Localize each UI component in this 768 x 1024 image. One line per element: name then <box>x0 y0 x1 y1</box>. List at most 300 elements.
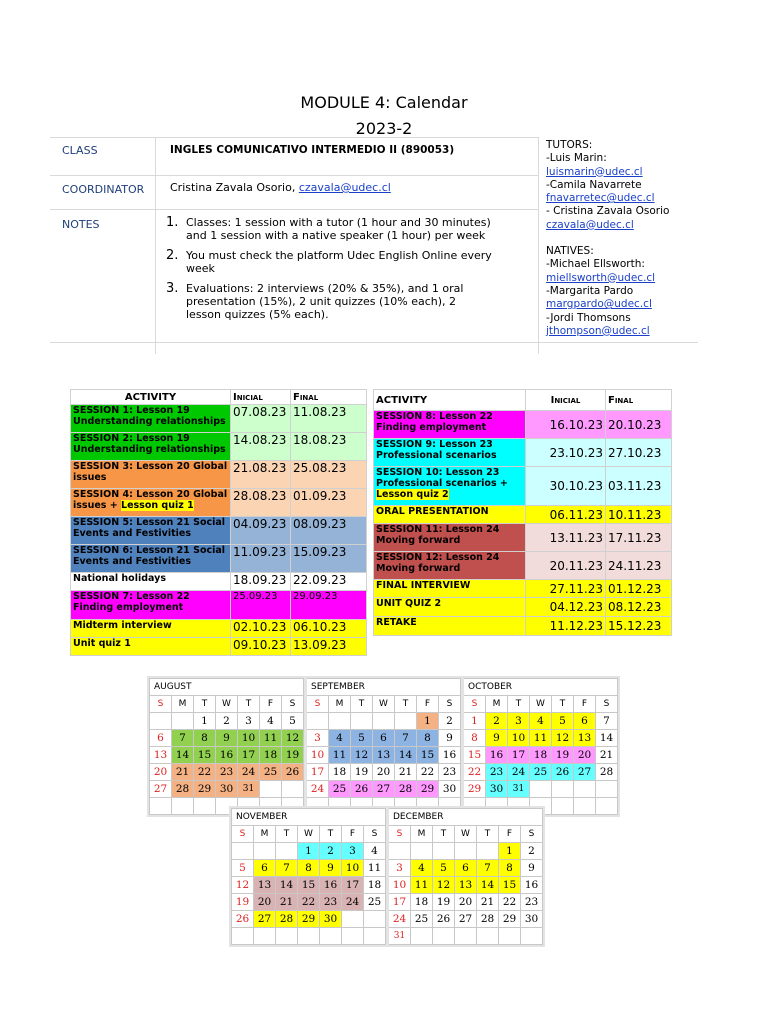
activity-row <box>374 411 672 439</box>
calendar-day: 1 <box>194 713 216 730</box>
weekday-label: T <box>194 696 216 713</box>
calendar-day: 22 <box>499 894 521 911</box>
calendar-day <box>307 713 329 730</box>
tutor-email-link[interactable]: czavala@udec.cl <box>546 218 634 231</box>
calendar-day <box>172 713 194 730</box>
activity-row <box>71 517 367 545</box>
calendar-day: 11 <box>260 730 282 747</box>
calendar-day: 16 <box>486 747 508 764</box>
activity-row <box>71 620 367 638</box>
calendar-day: 28 <box>276 911 298 928</box>
calendar-day: 8 <box>464 730 486 747</box>
calendar-day: 21 <box>477 894 499 911</box>
calendar-day: 10 <box>307 747 329 764</box>
calendar-day: 3 <box>238 713 260 730</box>
weekday-label: S <box>521 826 543 843</box>
activity-label <box>71 573 231 591</box>
calendar-day: 14 <box>172 747 194 764</box>
calendar-day: 3 <box>508 713 530 730</box>
activity-label <box>71 405 231 433</box>
calendar-day: 16 <box>320 877 342 894</box>
divider <box>538 137 539 354</box>
calendar-day: 30 <box>216 781 238 798</box>
calendar-day: 29 <box>499 911 521 928</box>
calendar-day <box>411 843 433 860</box>
coordinator-email-link[interactable]: czavala@udec.cl <box>298 181 391 194</box>
calendar-day: 3 <box>389 860 411 877</box>
calendar-day <box>433 928 455 945</box>
calendar-day: 11 <box>411 877 433 894</box>
native-email-link[interactable]: miellsworth@udec.cl <box>546 271 656 284</box>
contacts-panel <box>546 139 716 338</box>
weekday-label: S <box>439 696 461 713</box>
activity-label <box>374 580 526 598</box>
calendar-day: 1 <box>499 843 521 860</box>
weekday-label: F <box>342 826 364 843</box>
activity-label <box>374 524 526 552</box>
calendar-day: 14 <box>395 747 417 764</box>
activity-row <box>71 489 367 517</box>
weekday-label: W <box>373 696 395 713</box>
calendar-day <box>364 928 386 945</box>
calendar-day <box>260 781 282 798</box>
calendar-day: 28 <box>477 911 499 928</box>
calendar-day <box>395 713 417 730</box>
calendar-day <box>477 928 499 945</box>
notes-label: NOTES <box>62 218 100 231</box>
calendar-day: 15 <box>499 877 521 894</box>
calendar-day <box>455 928 477 945</box>
calendar-day: 11 <box>530 730 552 747</box>
activity-label <box>374 411 526 439</box>
calendar-day: 21 <box>395 764 417 781</box>
calendar-day: 2 <box>521 843 543 860</box>
activity-label <box>71 489 231 517</box>
activity-row <box>71 591 367 620</box>
weekday-label: S <box>389 826 411 843</box>
start-date: 23.10.23 <box>526 439 606 467</box>
activity-label-text: SESSION 3: Lesson 20 Global issues <box>73 461 228 483</box>
start-date: 14.08.23 <box>231 433 291 461</box>
calendar-day: 9 <box>439 730 461 747</box>
activity-row <box>374 524 672 552</box>
calendar-day: 11 <box>364 860 386 877</box>
activity-label <box>71 620 231 638</box>
weekday-label: S <box>150 696 172 713</box>
calendar-day: 8 <box>194 730 216 747</box>
calendar-day: 5 <box>552 713 574 730</box>
weekday-label: W <box>455 826 477 843</box>
calendar-day: 20 <box>574 747 596 764</box>
activity-label <box>71 517 231 545</box>
calendar-day <box>596 781 618 798</box>
col-activity: ACTIVITY <box>374 390 526 411</box>
weekday-label: T <box>395 696 417 713</box>
calendar-day <box>364 911 386 928</box>
calendar-day: 13 <box>574 730 596 747</box>
activity-label-text: SESSION 2: Lesson 19 Understanding relationships <box>73 433 226 455</box>
calendar-day: 29 <box>464 781 486 798</box>
activity-row <box>374 467 672 506</box>
calendar-day: 13 <box>150 747 172 764</box>
weekday-label: T <box>238 696 260 713</box>
calendar-day: 20 <box>150 764 172 781</box>
calendar-day <box>455 843 477 860</box>
start-date: 04.12.23 <box>526 598 606 617</box>
calendar-day: 24 <box>342 894 364 911</box>
calendar-day: 14 <box>276 877 298 894</box>
start-date: 04.09.23 <box>231 517 291 545</box>
weekday-label: S <box>364 826 386 843</box>
calendar-day: 14 <box>596 730 618 747</box>
natives-label: NATIVES: <box>546 245 594 258</box>
activity-label-text: SESSION 1: Lesson 19 Understanding relationships <box>73 405 226 427</box>
end-date: 13.09.23 <box>291 638 367 656</box>
calendar-day: 3 <box>342 843 364 860</box>
activity-label-text: UNIT QUIZ 2 <box>376 598 442 609</box>
weekday-label: F <box>260 696 282 713</box>
native-email-link[interactable]: margpardo@udec.cl <box>546 298 652 311</box>
calendar-day: 12 <box>232 877 254 894</box>
calendar-day: 12 <box>282 730 304 747</box>
calendar-day <box>254 928 276 945</box>
divider <box>50 137 538 138</box>
calendar-day: 18 <box>530 747 552 764</box>
calendar-day: 18 <box>329 764 351 781</box>
calendar-day: 2 <box>320 843 342 860</box>
calendar-day: 29 <box>417 781 439 798</box>
note-text: Classes: 1 session with a tutor (1 hour and 30 minutes) and 1 session with a native speaker (1 hour) per week <box>186 216 491 242</box>
calendar-day: 28 <box>172 781 194 798</box>
start-date: 28.08.23 <box>231 489 291 517</box>
start-date: 02.10.23 <box>231 620 291 638</box>
col-final: Final <box>291 390 367 405</box>
calendar-day: 24 <box>307 781 329 798</box>
calendar-day: 30 <box>439 781 461 798</box>
calendar-day: 1 <box>464 713 486 730</box>
calendar-day: 4 <box>411 860 433 877</box>
divider <box>155 137 156 354</box>
coordinator-name: Cristina Zavala Osorio, <box>170 181 296 194</box>
weekday-label: W <box>298 826 320 843</box>
activity-label-text: SESSION 4: Lesson 20 Global issues + <box>73 489 228 511</box>
calendar-day: 17 <box>238 747 260 764</box>
calendar-day: 12 <box>351 747 373 764</box>
calendar-day <box>574 781 596 798</box>
activity-table-left <box>70 389 367 656</box>
calendar-day <box>298 928 320 945</box>
activity-table-right <box>373 389 672 636</box>
calendar-day: 25 <box>329 781 351 798</box>
calendar-day: 26 <box>433 911 455 928</box>
calendar-day: 2 <box>439 713 461 730</box>
activity-label-text: Unit quiz 1 <box>73 638 131 649</box>
native-email-link[interactable]: jthompson@udec.cl <box>546 324 650 337</box>
activity-label <box>71 545 231 573</box>
calendar-day: 23 <box>216 764 238 781</box>
end-date: 10.11.23 <box>606 506 672 524</box>
calendar-day: 21 <box>276 894 298 911</box>
calendar-day <box>530 781 552 798</box>
tutors-label: TUTORS: <box>546 139 593 151</box>
calendar-day: 19 <box>232 894 254 911</box>
calendar-day: 4 <box>260 713 282 730</box>
month-name: SEPTEMBER <box>307 679 461 696</box>
activity-row <box>71 433 367 461</box>
end-date: 25.08.23 <box>291 461 367 489</box>
start-date: 16.10.23 <box>526 411 606 439</box>
calendar-day: 6 <box>455 860 477 877</box>
calendar-day: 24 <box>238 764 260 781</box>
calendar-day: 23 <box>521 894 543 911</box>
calendar-day: 18 <box>411 894 433 911</box>
activity-row <box>71 573 367 591</box>
calendar-day: 20 <box>254 894 276 911</box>
activity-label-text: SESSION 9: Lesson 23 Professional scenarios <box>376 439 497 461</box>
start-date: 07.08.23 <box>231 405 291 433</box>
activity-row <box>374 598 672 617</box>
calendar-day: 10 <box>389 877 411 894</box>
calendar-day: 19 <box>282 747 304 764</box>
calendar-day <box>342 911 364 928</box>
activity-label <box>374 439 526 467</box>
activity-label-text: SESSION 12: Lesson 24 Moving forward <box>376 552 500 574</box>
activity-label-text: SESSION 8: Lesson 22 Finding employment <box>376 411 493 433</box>
activity-label-text: SESSION 6: Lesson 21 Social Events and Festivities <box>73 545 226 567</box>
weekday-label: T <box>351 696 373 713</box>
calendar-day: 22 <box>298 894 320 911</box>
calendar-day <box>329 713 351 730</box>
calendar-day <box>282 781 304 798</box>
calendar-day: 24 <box>389 911 411 928</box>
note-number: 3. <box>166 281 179 296</box>
activity-label <box>374 552 526 580</box>
weekday-label: T <box>508 696 530 713</box>
note-number: 1. <box>166 215 179 230</box>
activity-label <box>71 433 231 461</box>
calendar-day: 25 <box>364 894 386 911</box>
start-date: 25.09.23 <box>231 591 291 620</box>
calendar-day: 20 <box>455 894 477 911</box>
calendar-day: 8 <box>417 730 439 747</box>
calendar-day: 17 <box>389 894 411 911</box>
calendar-day: 7 <box>172 730 194 747</box>
calendar-day <box>342 928 364 945</box>
calendar-day: 27 <box>455 911 477 928</box>
activity-label-text: SESSION 11: Lesson 24 Moving forward <box>376 524 500 546</box>
activity-label <box>374 617 526 636</box>
calendar-day: 4 <box>329 730 351 747</box>
start-date: 09.10.23 <box>231 638 291 656</box>
end-date: 06.10.23 <box>291 620 367 638</box>
calendar-day <box>411 928 433 945</box>
weekday-label: F <box>574 696 596 713</box>
calendar-day: 6 <box>373 730 395 747</box>
calendar-day: 9 <box>521 860 543 877</box>
activity-row <box>71 461 367 489</box>
activity-label-text: ORAL PRESENTATION <box>376 506 489 517</box>
weekday-label: T <box>477 826 499 843</box>
activity-label-text: SESSION 5: Lesson 21 Social Events and Festivities <box>73 517 226 539</box>
calendar-day: 25 <box>411 911 433 928</box>
activity-label-text: SESSION 7: Lesson 22 Finding employment <box>73 591 190 613</box>
calendar-day <box>596 798 618 815</box>
class-label: CLASS <box>62 144 98 157</box>
note-item <box>166 249 506 275</box>
activity-row <box>374 552 672 580</box>
calendar-day: 28 <box>596 764 618 781</box>
note-text: You must check the platform Udec English Online every week <box>186 249 492 275</box>
tutor-name: - Cristina Zavala Osorio <box>546 205 670 218</box>
tutor-name: -Luis Marin: <box>546 152 607 165</box>
col-inicial: Inicial <box>526 390 606 411</box>
activity-label <box>71 461 231 489</box>
start-date: 27.11.23 <box>526 580 606 598</box>
calendar-day: 19 <box>433 894 455 911</box>
calendar-day: 15 <box>464 747 486 764</box>
end-date: 15.09.23 <box>291 545 367 573</box>
activity-label <box>374 467 526 506</box>
calendar-day: 6 <box>254 860 276 877</box>
calendar-day: 27 <box>574 764 596 781</box>
end-date: 03.11.23 <box>606 467 672 506</box>
month-name: NOVEMBER <box>232 809 386 826</box>
calendar-day: 31 <box>508 781 530 798</box>
calendar-day <box>499 928 521 945</box>
calendar-day: 7 <box>477 860 499 877</box>
calendar-day <box>320 928 342 945</box>
calendar-day: 9 <box>216 730 238 747</box>
calendar-day: 17 <box>307 764 329 781</box>
calendar-day: 7 <box>276 860 298 877</box>
start-date: 13.11.23 <box>526 524 606 552</box>
activity-label <box>71 638 231 656</box>
weekday-label: M <box>411 826 433 843</box>
calendar-day: 10 <box>238 730 260 747</box>
divider <box>50 175 538 176</box>
activity-label <box>374 598 526 617</box>
note-text: Evaluations: 2 interviews (20% & 35%), and 1 oral presentation (15%), 2 unit quizzes (10% each), 2 lesson quizzes (5% each). <box>186 282 464 321</box>
note-item <box>166 216 506 242</box>
weekday-label: T <box>320 826 342 843</box>
calendar-day: 6 <box>150 730 172 747</box>
calendar-day: 10 <box>342 860 364 877</box>
calendar-day: 11 <box>329 747 351 764</box>
calendar-day: 30 <box>486 781 508 798</box>
calendar-day: 31 <box>389 928 411 945</box>
calendar-day: 23 <box>486 764 508 781</box>
tutor-email-link[interactable]: fnavarretec@udec.cl <box>546 192 655 205</box>
col-inicial: Inicial <box>231 390 291 405</box>
end-date: 11.08.23 <box>291 405 367 433</box>
weekday-label: W <box>216 696 238 713</box>
weekday-label: M <box>329 696 351 713</box>
calendar-day: 23 <box>320 894 342 911</box>
calendar-day: 14 <box>477 877 499 894</box>
weekday-label: S <box>307 696 329 713</box>
calendar-day: 16 <box>439 747 461 764</box>
calendar-day: 19 <box>552 747 574 764</box>
calendar-day: 1 <box>417 713 439 730</box>
calendar-day: 6 <box>574 713 596 730</box>
calendar-day: 27 <box>373 781 395 798</box>
calendar-day: 13 <box>455 877 477 894</box>
calendar-day <box>276 843 298 860</box>
end-date: 20.10.23 <box>606 411 672 439</box>
calendar-day <box>389 843 411 860</box>
calendar-day: 22 <box>194 764 216 781</box>
calendar-day: 25 <box>260 764 282 781</box>
calendar-day <box>150 713 172 730</box>
calendar-day <box>521 928 543 945</box>
weekday-label: W <box>530 696 552 713</box>
weekday-label: M <box>486 696 508 713</box>
start-date: 21.08.23 <box>231 461 291 489</box>
calendar-day: 12 <box>433 877 455 894</box>
calendar-day: 4 <box>364 843 386 860</box>
calendar-day: 29 <box>298 911 320 928</box>
activity-row <box>71 405 367 433</box>
calendar-day <box>232 843 254 860</box>
month-name: OCTOBER <box>464 679 618 696</box>
start-date: 30.10.23 <box>526 467 606 506</box>
tutor-email-link[interactable]: luismarin@udec.cl <box>546 165 643 178</box>
calendar-day <box>373 713 395 730</box>
calendar-day: 28 <box>395 781 417 798</box>
col-final: Final <box>606 390 672 411</box>
activity-row <box>71 638 367 656</box>
start-date: 11.09.23 <box>231 545 291 573</box>
weekday-label: M <box>254 826 276 843</box>
end-date: 27.10.23 <box>606 439 672 467</box>
weekday-label: S <box>464 696 486 713</box>
calendar-day <box>150 798 172 815</box>
activity-label-text: Midterm interview <box>73 620 172 631</box>
calendar-day: 9 <box>320 860 342 877</box>
calendar-day: 12 <box>552 730 574 747</box>
calendar-day <box>552 781 574 798</box>
weekday-label: T <box>276 826 298 843</box>
note-number: 2. <box>166 248 179 263</box>
calendar-row-2 <box>229 806 545 947</box>
calendar-day: 26 <box>351 781 373 798</box>
calendar-day: 30 <box>521 911 543 928</box>
calendar-day: 5 <box>232 860 254 877</box>
divider <box>50 342 698 343</box>
calendar-day: 18 <box>260 747 282 764</box>
calendar-day: 15 <box>298 877 320 894</box>
calendar-day: 17 <box>508 747 530 764</box>
weekday-label: S <box>232 826 254 843</box>
native-name: -Michael Ellsworth: <box>546 258 645 271</box>
calendar-day: 8 <box>298 860 320 877</box>
calendar-day: 30 <box>320 911 342 928</box>
activity-label <box>374 506 526 524</box>
native-name: -Margarita Pardo <box>546 284 634 297</box>
activity-label-highlight: Lesson quiz 2 <box>376 489 449 500</box>
end-date: 22.09.23 <box>291 573 367 591</box>
divider <box>50 209 538 210</box>
activity-row <box>374 506 672 524</box>
calendar-day: 23 <box>439 764 461 781</box>
calendar-day: 15 <box>417 747 439 764</box>
calendar-day: 24 <box>508 764 530 781</box>
end-date: 29.09.23 <box>291 591 367 620</box>
activity-label-text: FINAL INTERVIEW <box>376 580 471 591</box>
calendar-day: 27 <box>254 911 276 928</box>
calendar-day: 29 <box>194 781 216 798</box>
start-date: 06.11.23 <box>526 506 606 524</box>
